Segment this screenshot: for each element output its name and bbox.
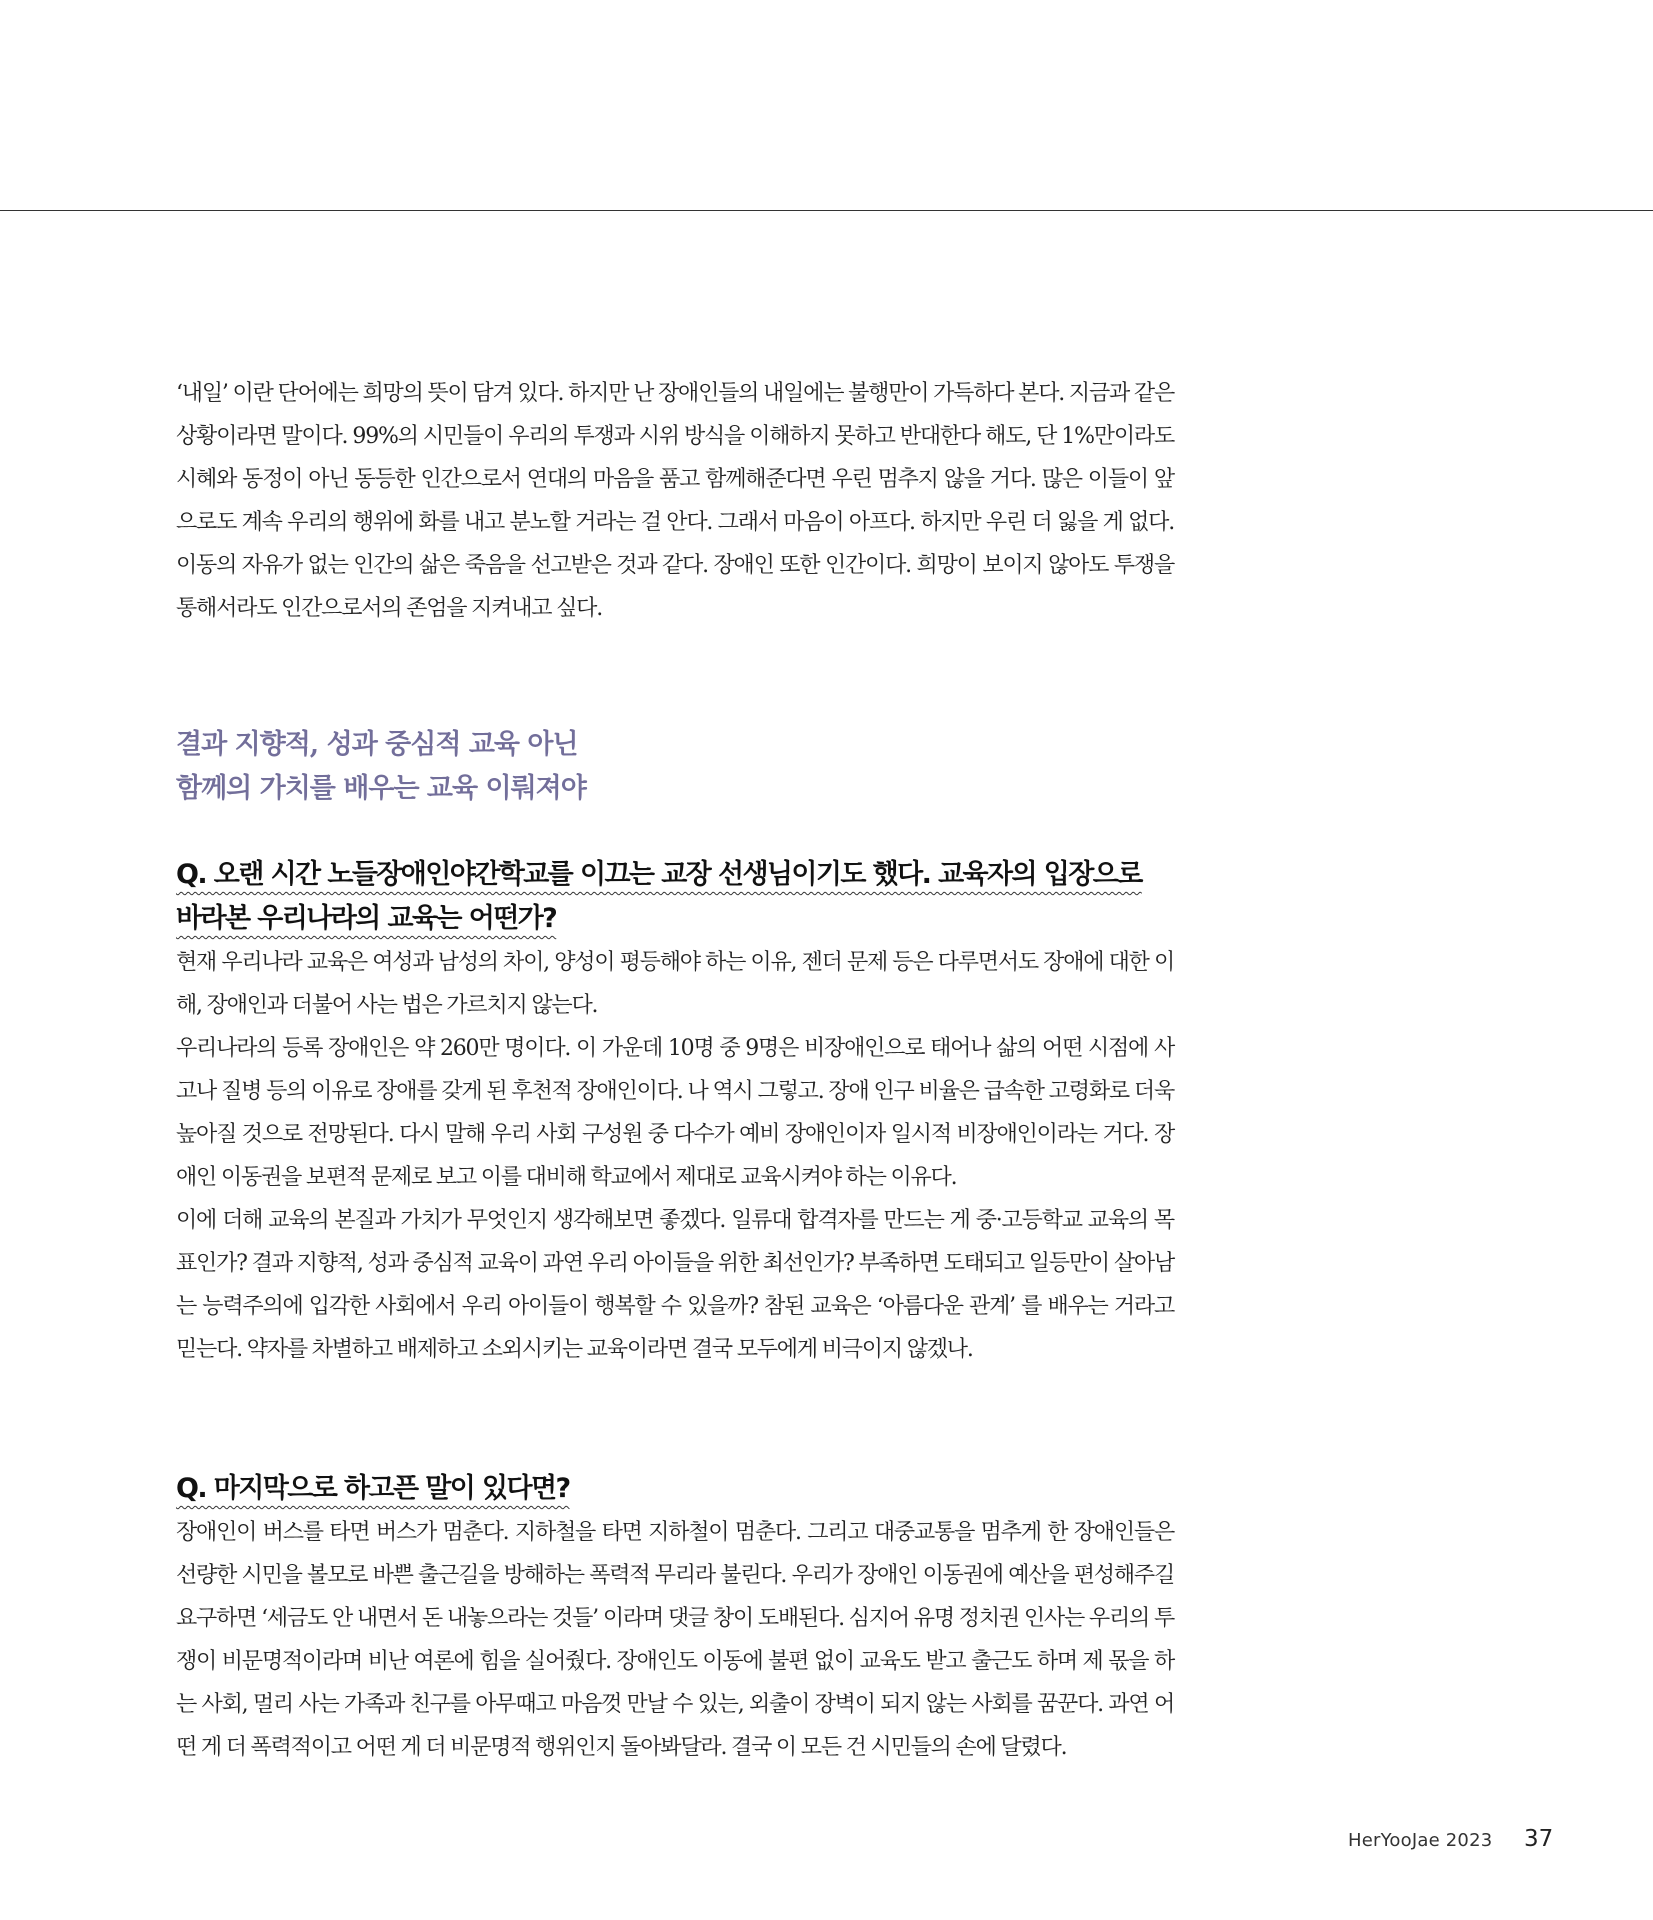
answer-1-paragraph-2: 우리나라의 등록 장애인은 약 260만 명이다. 이 가운데 10명 중 9명은 비장애인으로 태어나 삶의 어떤 시점에 사고나 질병 등의 이유로 장애를 갖게 된 후천적 장애인이다. 나 역시 그렇고. 장애 인구 비율은 급속한 고령화로 더욱 높아질 것으로 전망된다. 다시 말해 우리 사회 구성원 중 다수가 예비 장애인이자 일시적 비장애인이라는 거다. 장애인 이동권을 보편적 문제로 보고 이를 대비해 학교에서 제대로 교육시켜야 하는 이유다. [176, 1036, 1174, 1190]
question-1-line-1: Q. 오랜 시간 노들장애인야간학교를 이끄는 교장 선생님이기도 했다. 교육자의 입장으로 [176, 859, 1142, 890]
intro-paragraph: ‘내일’ 이란 단어에는 희망의 뜻이 담겨 있다. 하지만 난 장애인들의 내일에는 불행만이 가득하다 본다. 지금과 같은 상황이라면 말이다. 99%의 시민들이 우리의 투쟁과 시위 방식을 이해하지 못하고 반대한다 해도, 단 1%만이라도 시혜와 동정이 아닌 동등한 인간으로서 연대의 마음을 품고 함께해준다면 우린 멈추지 않을 거다. 많은 이들이 앞으로도 계속 우리의 행위에 화를 내고 분노할 거라는 걸 안다. 그래서 마음이 아프다. 하지만 우린 더 잃을 게 없다. 이동의 자유가 없는 인간의 삶은 죽음을 선고받은 것과 같다. 장애인 또한 인간이다. 희망이 보이지 않아도 투쟁을 통해서라도 인간으로서의 존엄을 지켜내고 싶다. [176, 381, 1174, 621]
header-rule [0, 210, 1653, 211]
article-body [176, 372, 1174, 1769]
question-2-text: Q. 마지막으로 하고픈 말이 있다면? [176, 1473, 570, 1504]
question-1 [176, 853, 1174, 941]
section-subheading [176, 723, 1174, 811]
subheading-line-1: 결과 지향적, 성과 중심적 교육 아닌 [176, 729, 578, 760]
page-number: 37 [1524, 1826, 1554, 1852]
question-2 [176, 1467, 1174, 1511]
answer-2-paragraph: 장애인이 버스를 타면 버스가 멈춘다. 지하철을 타면 지하철이 멈춘다. 그리고 대중교통을 멈추게 한 장애인들은 선량한 시민을 볼모로 바쁜 출근길을 방해하는 폭력적 무리라 불린다. 우리가 장애인 이동권에 예산을 편성해주길 요구하면 ‘세금도 안 내면서 돈 내놓으라는 것들’ 이라며 댓글 창이 도배된다. 심지어 유명 정치권 인사는 우리의 투쟁이 비문명적이라며 비난 여론에 힘을 실어줬다. 장애인도 이동에 불편 없이 교육도 받고 출근도 하며 제 몫을 하는 사회, 멀리 사는 가족과 친구를 아무때고 마음껏 만날 수 있는, 외출이 장벽이 되지 않는 사회를 꿈꾼다. 과연 어떤 게 더 폭력적이고 어떤 게 더 비문명적 행위인지 돌아봐달라. 결국 이 모든 건 시민들의 손에 달렸다. [176, 1520, 1174, 1760]
question-1-line-2: 바라본 우리나라의 교육는 어떤가? [176, 903, 557, 934]
answer-1-paragraph-3: 이에 더해 교육의 본질과 가치가 무엇인지 생각해보면 좋겠다. 일류대 합격자를 만드는 게 중·고등학교 교육의 목표인가? 결과 지향적, 성과 중심적 교육이 과연 우리 아이들을 위한 최선인가? 부족하면 도태되고 일등만이 살아남는 능력주의에 입각한 사회에서 우리 아이들이 행복할 수 있을까? 참된 교육은 ‘아름다운 관계’ 를 배우는 거라고 믿는다. 약자를 차별하고 배제하고 소외시키는 교육이라면 결국 모두에게 비극이지 않겠나. [176, 1208, 1174, 1362]
page-footer [0, 1826, 1653, 1856]
answer-1-paragraph-1: 현재 우리나라 교육은 여성과 남성의 차이, 양성이 평등해야 하는 이유, 젠더 문제 등은 다루면서도 장애에 대한 이해, 장애인과 더불어 사는 법은 가르치지 않는다. [176, 950, 1174, 1018]
publication-name: HerYooJae 2023 [1348, 1830, 1493, 1851]
subheading-line-2: 함께의 가치를 배우는 교육 이뤄져야 [176, 773, 586, 804]
